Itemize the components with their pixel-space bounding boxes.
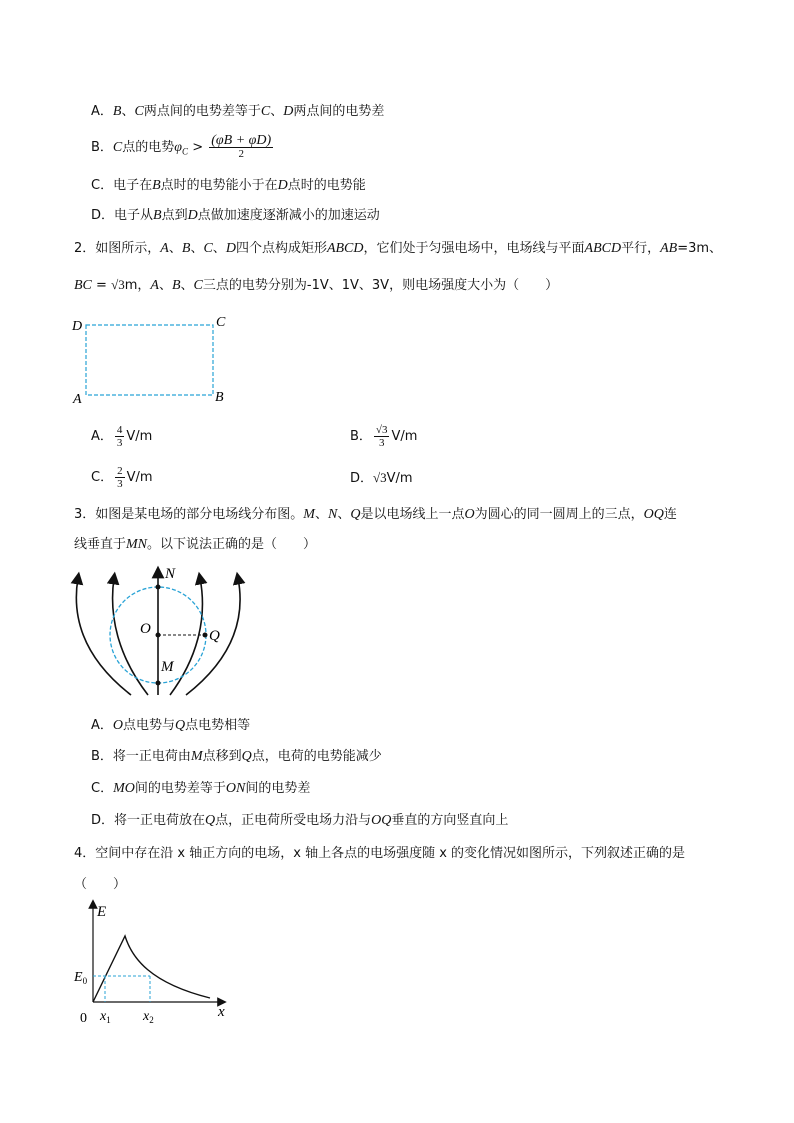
q2-rectangle-figure [70, 312, 240, 407]
q2-stem-line1: 2．如图所示，A、B、C、D四个点构成矩形ABCD，它们处于匀强电场中，电场线与平面ABCD平行，AB=3m、 [74, 241, 723, 256]
label-q: Q [209, 628, 220, 644]
q3-option-b: B．将一正电荷由M点移到Q点，电荷的电势能减少 [91, 749, 382, 764]
point-m [156, 681, 161, 686]
label-n: N [165, 566, 176, 582]
label-d: D [72, 319, 83, 334]
q3-stem-line1: 3．如图是某电场的部分电场线分布图。M、N、Q是以电场线上一点O为圆心的同一圆周上的三点，OQ连 [74, 507, 677, 522]
label-m: M [161, 659, 174, 675]
q1-option-a: A．B、C两点间的电势差等于C、D两点间的电势差 [91, 104, 385, 119]
q3-option-a: A．O点电势与Q点电势相等 [91, 718, 251, 733]
point-n [156, 585, 161, 590]
q4-stem-line1: 4．空间中存在沿 x 轴正方向的电场，x 轴上各点的电场强度随 x 的变化情况如图所示，下列叙述正确的是 [74, 846, 686, 861]
label-c: C [216, 315, 226, 330]
q3-option-c: C．MO间的电势差等于ON间的电势差 [91, 781, 311, 796]
q3-stem-line2: 线垂直于MN。以下说法正确的是（ ） [74, 537, 317, 552]
label-origin: 0 [80, 1011, 87, 1026]
point-q [203, 633, 208, 638]
e-curve [93, 936, 210, 1002]
label-e0: $E_0$ [74, 970, 88, 986]
label-o: O [140, 621, 151, 637]
q4-stem-line2: （ ） [74, 877, 127, 892]
q2-option-c: C． $\frac{2}{3}$ V/m [91, 465, 153, 490]
q2-option-d: D．√3V/m [350, 470, 413, 486]
label-a: A [73, 392, 82, 407]
label-e: E [97, 904, 107, 920]
label-x: x [218, 1004, 225, 1020]
rectangle-abcd [86, 325, 213, 395]
label-b: B [215, 390, 224, 405]
q2-option-b: B． $\frac{√3}{3}$ V/m [350, 424, 418, 449]
q2-stem-line2: BC = √3m，A、B、C三点的电势分别为-1V、1V、3V，则电场强度大小为（ ） [74, 277, 559, 293]
q3-field-lines-figure [66, 560, 256, 700]
point-o [156, 633, 161, 638]
q1-option-c: C．电子在B点时的电势能小于在D点时的电势能 [91, 178, 366, 193]
field-line-left-outer [76, 578, 131, 695]
q4-e-x-graph [70, 898, 240, 1030]
q3-option-d: D．将一正电荷放在Q点，正电荷所受电场力沿与OQ垂直的方向竖直向上 [91, 813, 509, 828]
q1-b-fraction: $\frac{(\varphi B + \varphi D)}{2}$ [211, 133, 272, 160]
q2-option-a: A． $\frac{4}{3}$ V/m [91, 424, 153, 449]
q1-option-b: B．C点的电势$\varphi_C$ > $\frac{(\varphi B + \varphi D)}{2}$ [91, 133, 272, 160]
label-x2: $x_2$ [143, 1009, 154, 1025]
label-x1: $x_1$ [100, 1009, 111, 1025]
q1-option-d: D．电子从B点到D点做加速度逐渐减小的加速运动 [91, 208, 380, 223]
